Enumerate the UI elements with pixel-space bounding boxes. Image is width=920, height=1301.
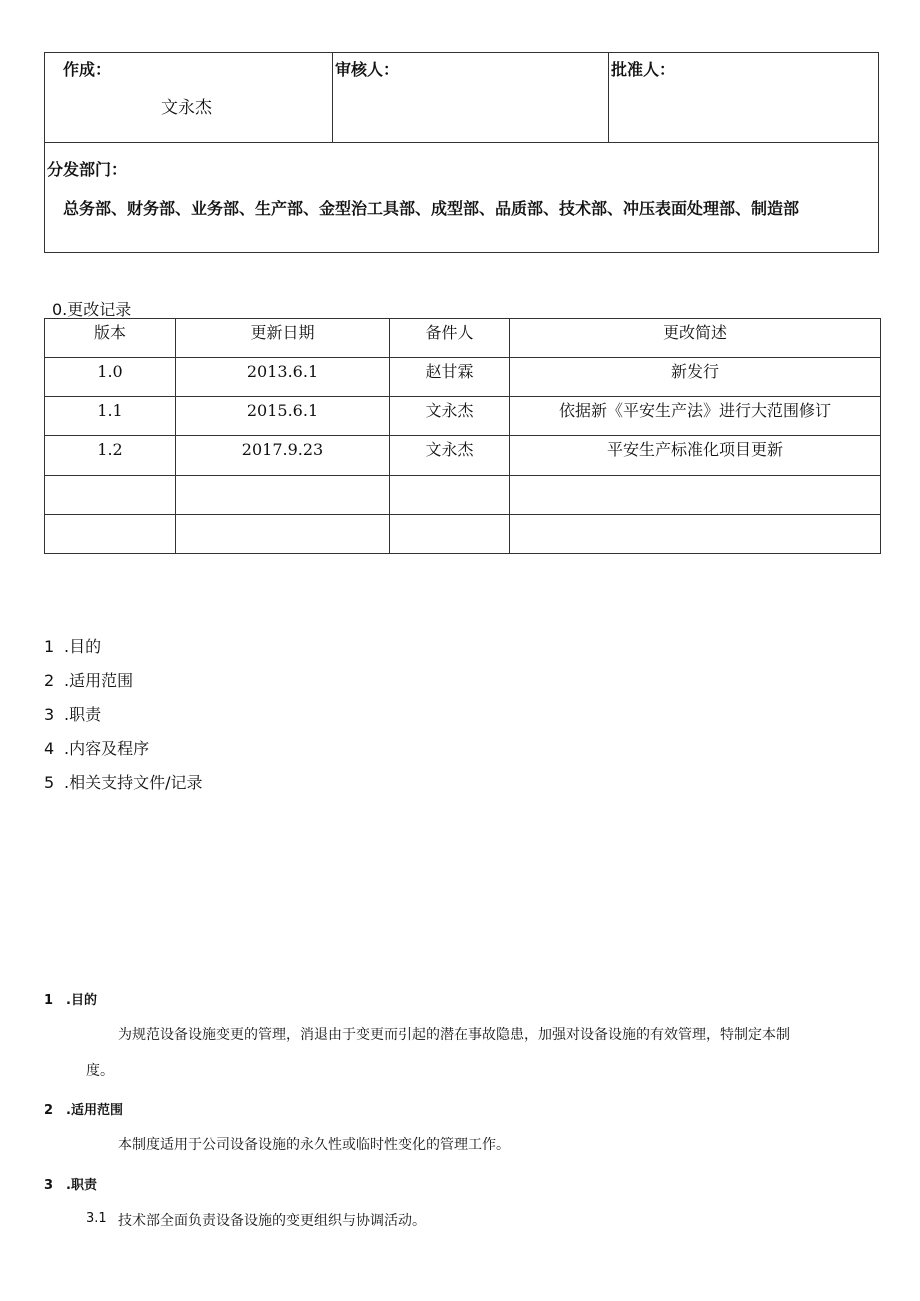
author-cell bbox=[45, 53, 333, 142]
table-cell: 文永杰 bbox=[390, 397, 510, 436]
table-cell bbox=[390, 514, 510, 553]
approver-label: 批准人： bbox=[611, 60, 676, 79]
approval-signature-row bbox=[45, 53, 878, 143]
section-1-text-line2: 度。 bbox=[86, 1063, 114, 1079]
approval-table bbox=[44, 52, 879, 253]
toc-item: 2 .适用范围 bbox=[44, 671, 134, 690]
table-row bbox=[45, 475, 881, 514]
table-cell: 文永杰 bbox=[390, 436, 510, 475]
toc-item: 3 .职责 bbox=[44, 705, 102, 724]
approver-cell bbox=[609, 53, 878, 142]
table-cell: 赵甘霖 bbox=[390, 358, 510, 397]
table-cell bbox=[176, 514, 390, 553]
table-of-contents bbox=[44, 636, 202, 806]
reviewer-label: 审核人： bbox=[335, 60, 400, 79]
table-cell bbox=[45, 514, 176, 553]
section-2-heading: 2 .适用范围 bbox=[44, 1103, 123, 1118]
table-cell: 1.0 bbox=[45, 358, 176, 397]
author-label: 作成： bbox=[63, 60, 112, 79]
toc-item: 5 .相关支持文件/记录 bbox=[44, 773, 203, 792]
table-cell: 2013.6.1 bbox=[176, 358, 390, 397]
toc-item: 1 .目的 bbox=[44, 637, 102, 656]
header-cell: 更新日期 bbox=[176, 319, 390, 358]
table-row bbox=[45, 514, 881, 553]
table-row bbox=[45, 436, 881, 475]
table-cell bbox=[510, 514, 881, 553]
table-cell bbox=[176, 475, 390, 514]
table-row bbox=[45, 397, 881, 436]
toc-item: 4 .内容及程序 bbox=[44, 739, 150, 758]
table-cell: 2017.9.23 bbox=[176, 436, 390, 475]
section-3-heading: 3 .职责 bbox=[44, 1178, 97, 1193]
reviewer-cell bbox=[333, 53, 609, 142]
change-record-table bbox=[44, 318, 881, 554]
header-cell: 更改简述 bbox=[510, 319, 881, 358]
change-record-title: 0.更改记录 bbox=[52, 300, 132, 319]
distribution-label: 分发部门： bbox=[47, 160, 128, 179]
table-cell: 1.2 bbox=[45, 436, 176, 475]
section-1-heading: 1 .目的 bbox=[44, 993, 97, 1008]
table-cell bbox=[45, 475, 176, 514]
table-header-row bbox=[45, 319, 881, 358]
section-1-text-line1: 为规范设备设施变更的管理，消退由于变更而引起的潜在事故隐患，加强对设备设施的有效管理，特制定本制 bbox=[118, 1027, 790, 1043]
table-cell bbox=[510, 475, 881, 514]
author-name: 文永杰 bbox=[161, 98, 212, 118]
distribution-list: 总务部、财务部、业务部、生产部、金型治工具部、成型部、品质部、技术部、冲压表面处理部、制造部 bbox=[63, 199, 800, 218]
header-cell: 备件人 bbox=[390, 319, 510, 358]
table-cell: 平安生产标准化项目更新 bbox=[510, 436, 881, 475]
table-row bbox=[45, 358, 881, 397]
section-2-text: 本制度适用于公司设备设施的永久性或临时性变化的管理工作。 bbox=[118, 1137, 510, 1153]
table-cell: 1.1 bbox=[45, 397, 176, 436]
table-cell: 2015.6.1 bbox=[176, 397, 390, 436]
table-cell: 依据新《平安生产法》进行大范围修订 bbox=[510, 397, 881, 436]
section-3-1-text: 技术部全面负责设备设施的变更组织与协调活动。 bbox=[118, 1213, 426, 1229]
table-cell: 新发行 bbox=[510, 358, 881, 397]
table-cell bbox=[390, 475, 510, 514]
section-3-1-number: 3.1 bbox=[86, 1211, 107, 1226]
header-cell: 版本 bbox=[45, 319, 176, 358]
